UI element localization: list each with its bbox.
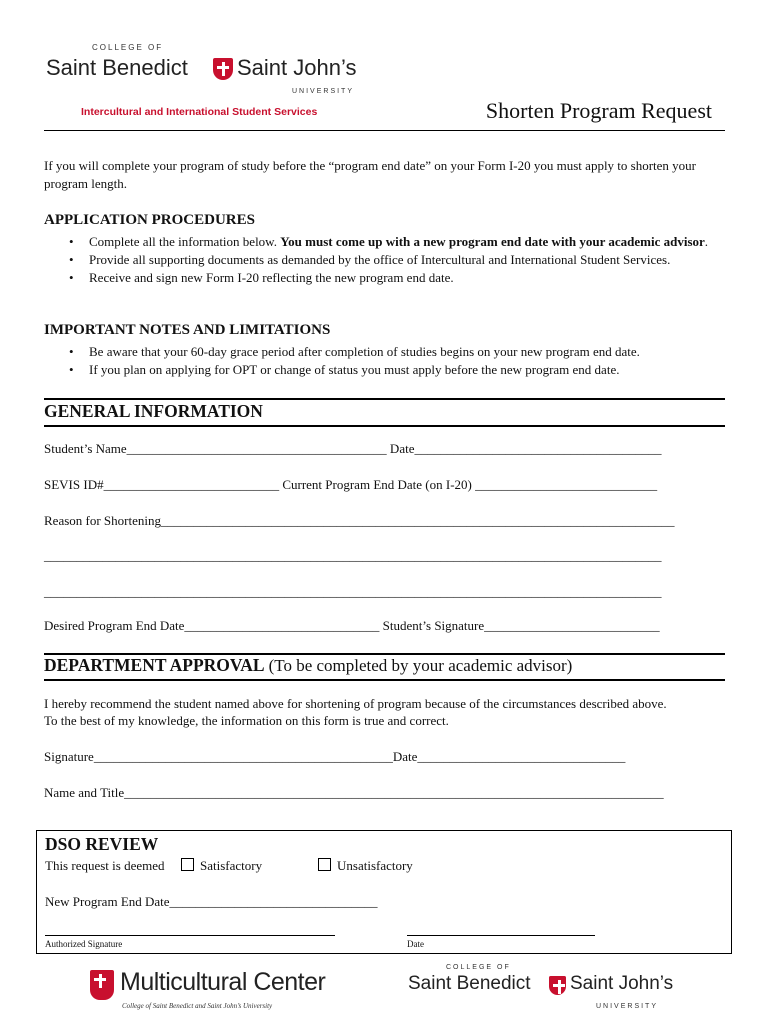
multicultural-crest-icon <box>90 970 114 1000</box>
logo-university: UNIVERSITY <box>292 88 355 95</box>
authorized-signature-label: Authorized Signature <box>45 939 123 949</box>
notes-list <box>44 343 726 379</box>
department-statement-1: I hereby recommend the student named above for shortening of program because of the circumstances described above. <box>44 696 667 711</box>
dso-review-box <box>36 830 732 954</box>
advisor-signature-field[interactable]: Signature______________________________________________Date________________________________ <box>44 749 626 764</box>
procedures-heading: APPLICATION PROCEDURES <box>44 212 255 228</box>
unsatisfactory-label: Unsatisfactory <box>337 858 413 873</box>
dso-date-line[interactable] <box>407 935 595 936</box>
footer-name-right: Saint John’s <box>570 973 674 994</box>
department-heading: DEPARTMENT APPROVAL <box>44 655 265 675</box>
department-statement-2: To the best of my knowledge, the information on this form is true and correct. <box>44 713 449 728</box>
logo-college-of: COLLEGE OF <box>92 43 164 52</box>
reason-field[interactable]: Reason for Shortening_______________________________________________________________________________ <box>44 513 675 528</box>
footer-college-logo <box>408 962 698 1017</box>
advisor-name-title-field[interactable]: Name and Title___________________________________________________________________________________ <box>44 785 664 800</box>
list-item: • Be aware that your 60-day grace period after completion of studies begins on your new program end date. <box>44 343 726 361</box>
notes-heading: IMPORTANT NOTES AND LIMITATIONS <box>44 322 331 338</box>
authorized-signature-line[interactable] <box>45 935 335 936</box>
logo-name-left: Saint Benedict <box>46 55 188 80</box>
intro-text: If you will complete your program of study before the “program end date” on your Form I-20 you must apply to shorten your program length. <box>44 158 697 191</box>
general-heading: GENERAL INFORMATION <box>44 401 263 421</box>
general-rule <box>44 398 725 400</box>
general-rule-bottom <box>44 425 725 427</box>
satisfactory-checkbox[interactable] <box>181 858 194 871</box>
multicultural-sub: College of Saint Benedict and Saint John’s University <box>122 1002 273 1010</box>
footer-college-of: COLLEGE OF <box>446 964 511 971</box>
unsatisfactory-checkbox[interactable] <box>318 858 331 871</box>
reason-line-2[interactable]: _______________________________________________________________________________________________ <box>44 548 662 563</box>
footer-university: UNIVERSITY <box>596 1003 659 1010</box>
title-rule <box>44 130 725 131</box>
unsatisfactory-option[interactable] <box>318 857 413 875</box>
logo-department: Intercultural and International Student Services <box>81 106 318 118</box>
reason-line-3[interactable]: _______________________________________________________________________________________________ <box>44 584 662 599</box>
department-heading-note: (To be completed by your academic advisor) <box>268 656 573 675</box>
list-item: • Complete all the information below. You must come up with a new program end date with your academic advisor. <box>44 233 726 251</box>
dso-date-label: Date <box>407 939 424 949</box>
satisfactory-label: Satisfactory <box>200 858 263 873</box>
header-logo <box>44 40 384 125</box>
footer-multicultural-logo <box>90 966 360 1016</box>
logo-name-right: Saint John’s <box>237 55 357 80</box>
new-end-date-field[interactable]: New Program End Date________________________________ <box>45 894 378 909</box>
list-item: • Provide all supporting documents as demanded by the office of Intercultural and International Student Services. <box>44 251 726 269</box>
desired-end-date-field[interactable]: Desired Program End Date______________________________ Student’s Signature___________________________ <box>44 618 660 633</box>
footer-crest-icon <box>549 976 566 995</box>
crest-icon <box>213 58 233 80</box>
satisfactory-option[interactable] <box>181 857 262 875</box>
multicultural-name: Multicultural Center <box>120 968 326 996</box>
footer-name-left: Saint Benedict <box>408 973 531 994</box>
list-item: • If you plan on applying for OPT or change of status you must apply before the new program end date. <box>44 361 726 379</box>
page-title: Shorten Program Request <box>485 98 712 123</box>
procedures-list <box>44 233 726 287</box>
dso-heading: DSO REVIEW <box>45 834 159 854</box>
dso-deemed-label: This request is deemed <box>45 858 165 873</box>
department-rule-bottom <box>44 679 725 681</box>
student-name-field[interactable]: Student’s Name________________________________________ Date______________________________________ <box>44 441 662 456</box>
sevis-id-field[interactable]: SEVIS ID#___________________________ Current Program End Date (on I-20) ____________________________ <box>44 477 658 492</box>
department-heading-row <box>44 655 572 676</box>
list-item: • Receive and sign new Form I-20 reflecting the new program end date. <box>44 269 726 287</box>
